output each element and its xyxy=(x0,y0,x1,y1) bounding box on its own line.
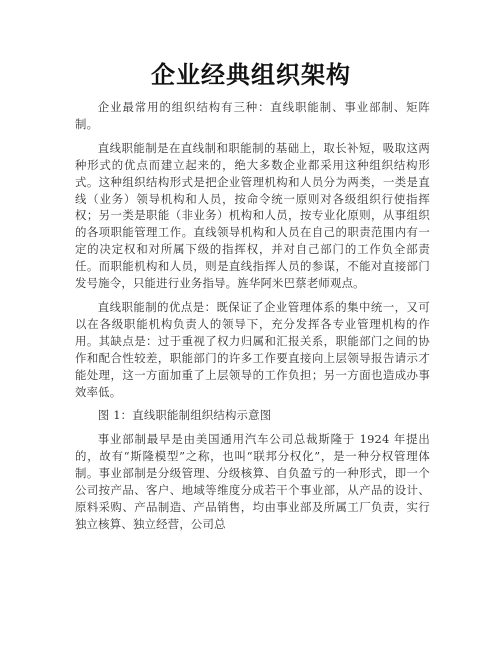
figure-caption: 图 1：直线职能制组织结构示意图 xyxy=(97,408,272,423)
line-function-paragraph: 直线职能制是在直线制和职能制的基础上，取长补短，吸取这两种形式的优点而建立起来的，绝大多数企业都采用这种组织结构形式。这种组织结构形式是把企业管理机构和人员分为两类，一类是直线（业务）领导机构和人员，按命令统一原则对各级组织行使指挥权；另一类是职能（非业务）机构和人员，按专业化原则，从事组织的各项职能管理工作。直线领导机构和人员在自己的职责范围内有一定的决定权和对所属下级的指挥权，并对自己部门的工作负全部责任。而职能机构和人员，则是直线指挥人员的参谋，不能对直接部门发号施令，只能进行业务指导。旌华阿米巴蔡老师观点。 xyxy=(75,140,430,291)
page-title: 企业经典组织架构 xyxy=(151,61,351,89)
document-body xyxy=(75,99,430,540)
division-paragraph: 事业部制最早是由美国通用汽车公司总裁斯隆于 1924 年提出的，故有“斯隆模型”之称，也叫“联邦分权化”，是一种分权管理体制。事业部制是分级管理、分级核算、自负盈亏的一种形式，即一个公司按产品、客户、地域等维度分成若干个事业部，从产品的设计、原料采购、产品制造、产品销售，均由事业部及所属工厂负责，实行独立核算、独立经营，公司总 xyxy=(75,432,430,531)
pros-cons-paragraph: 直线职能制的优点是：既保证了企业管理体系的集中统一，又可以在各级职能机构负责人的领导下，充分发挥各专业管理机构的作用。其缺点是：过于重视了权力归属和汇报关系，职能部门之间的协作和配合性较差，职能部门的许多工作要直接向上层领导报告请示才能处理，这一方面加重了上层领导的工作负担；另一方面也造成办事效率低。 xyxy=(75,299,430,399)
intro-paragraph: 企业最常用的组织结构有三种：直线职能制、事业部制、矩阵制。 xyxy=(75,100,430,131)
